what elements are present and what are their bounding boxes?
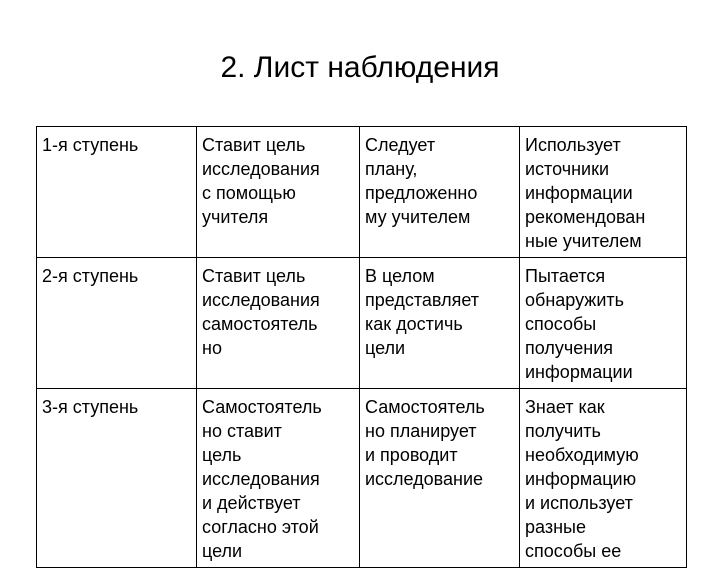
cell-text-line: как достичь — [365, 314, 463, 334]
criterion-cell — [520, 389, 687, 568]
criterion-cell — [197, 127, 360, 258]
cell-text-line: информацию — [525, 469, 637, 489]
cell-text-line: и проводит — [365, 445, 458, 465]
level-cell — [37, 389, 197, 568]
cell-text-line: с помощью — [202, 183, 296, 203]
cell-text-line: Следует — [365, 135, 436, 155]
observation-table — [36, 126, 687, 568]
criterion-cell — [520, 127, 687, 258]
criterion-cell — [197, 389, 360, 568]
cell-text-line: Знает как — [525, 397, 605, 417]
cell-text-line: исследования — [202, 159, 320, 179]
table-row — [37, 127, 687, 258]
criterion-cell — [360, 258, 520, 389]
cell-text-line: но — [202, 338, 222, 358]
cell-text-line: учителя — [202, 207, 269, 227]
cell-text-line: предложенно — [365, 183, 478, 203]
cell-text-line: Самостоятель — [202, 397, 322, 417]
cell-text-line: цель — [202, 445, 242, 465]
cell-text-line: но планирует — [365, 421, 477, 441]
level-label: 1-я ступень — [42, 135, 139, 155]
cell-text-line: Пытается — [525, 266, 606, 286]
cell-text-line: Самостоятель — [365, 397, 485, 417]
level-cell — [37, 127, 197, 258]
cell-text-line: информации — [525, 362, 633, 382]
level-label: 2-я ступень — [42, 266, 139, 286]
cell-text-line: и использует — [525, 493, 633, 513]
cell-text-line: источники — [525, 159, 610, 179]
table-row — [37, 389, 687, 568]
cell-text-line: В целом — [365, 266, 435, 286]
slide-title: 2. Лист наблюдения — [220, 51, 500, 84]
cell-text-line: ные учителем — [525, 231, 642, 251]
cell-text-line: Использует — [525, 135, 621, 155]
criterion-cell — [360, 389, 520, 568]
cell-text-line: разные — [525, 517, 586, 537]
cell-text-line: цели — [365, 338, 406, 358]
cell-text-line: согласно этой — [202, 517, 319, 537]
cell-text-line: рекомендован — [525, 207, 646, 227]
cell-text-line: получить — [525, 421, 601, 441]
observation-table-body — [37, 127, 687, 568]
cell-text-line: Ставит цель — [202, 266, 306, 286]
cell-text-line: способы ее — [525, 541, 622, 561]
cell-text-line: исследование — [365, 469, 484, 489]
cell-text-line: исследования — [202, 290, 320, 310]
level-label: 3-я ступень — [42, 397, 139, 417]
cell-text-line: Ставит цель — [202, 135, 306, 155]
cell-text-line: представляет — [365, 290, 479, 310]
criterion-cell — [360, 127, 520, 258]
cell-text-line: обнаружить — [525, 290, 624, 310]
cell-text-line: и действует — [202, 493, 301, 513]
cell-text-line: самостоятель — [202, 314, 318, 334]
cell-text-line: му учителем — [365, 207, 471, 227]
criterion-cell — [197, 258, 360, 389]
cell-text-line: цели — [202, 541, 243, 561]
level-cell — [37, 258, 197, 389]
cell-text-line: но ставит — [202, 421, 282, 441]
cell-text-line: плану, — [365, 159, 418, 179]
table-row — [37, 258, 687, 389]
cell-text-line: исследования — [202, 469, 320, 489]
cell-text-line: информации — [525, 183, 633, 203]
cell-text-line: способы — [525, 314, 597, 334]
cell-text-line: получения — [525, 338, 613, 358]
criterion-cell — [520, 258, 687, 389]
cell-text-line: необходимую — [525, 445, 639, 465]
